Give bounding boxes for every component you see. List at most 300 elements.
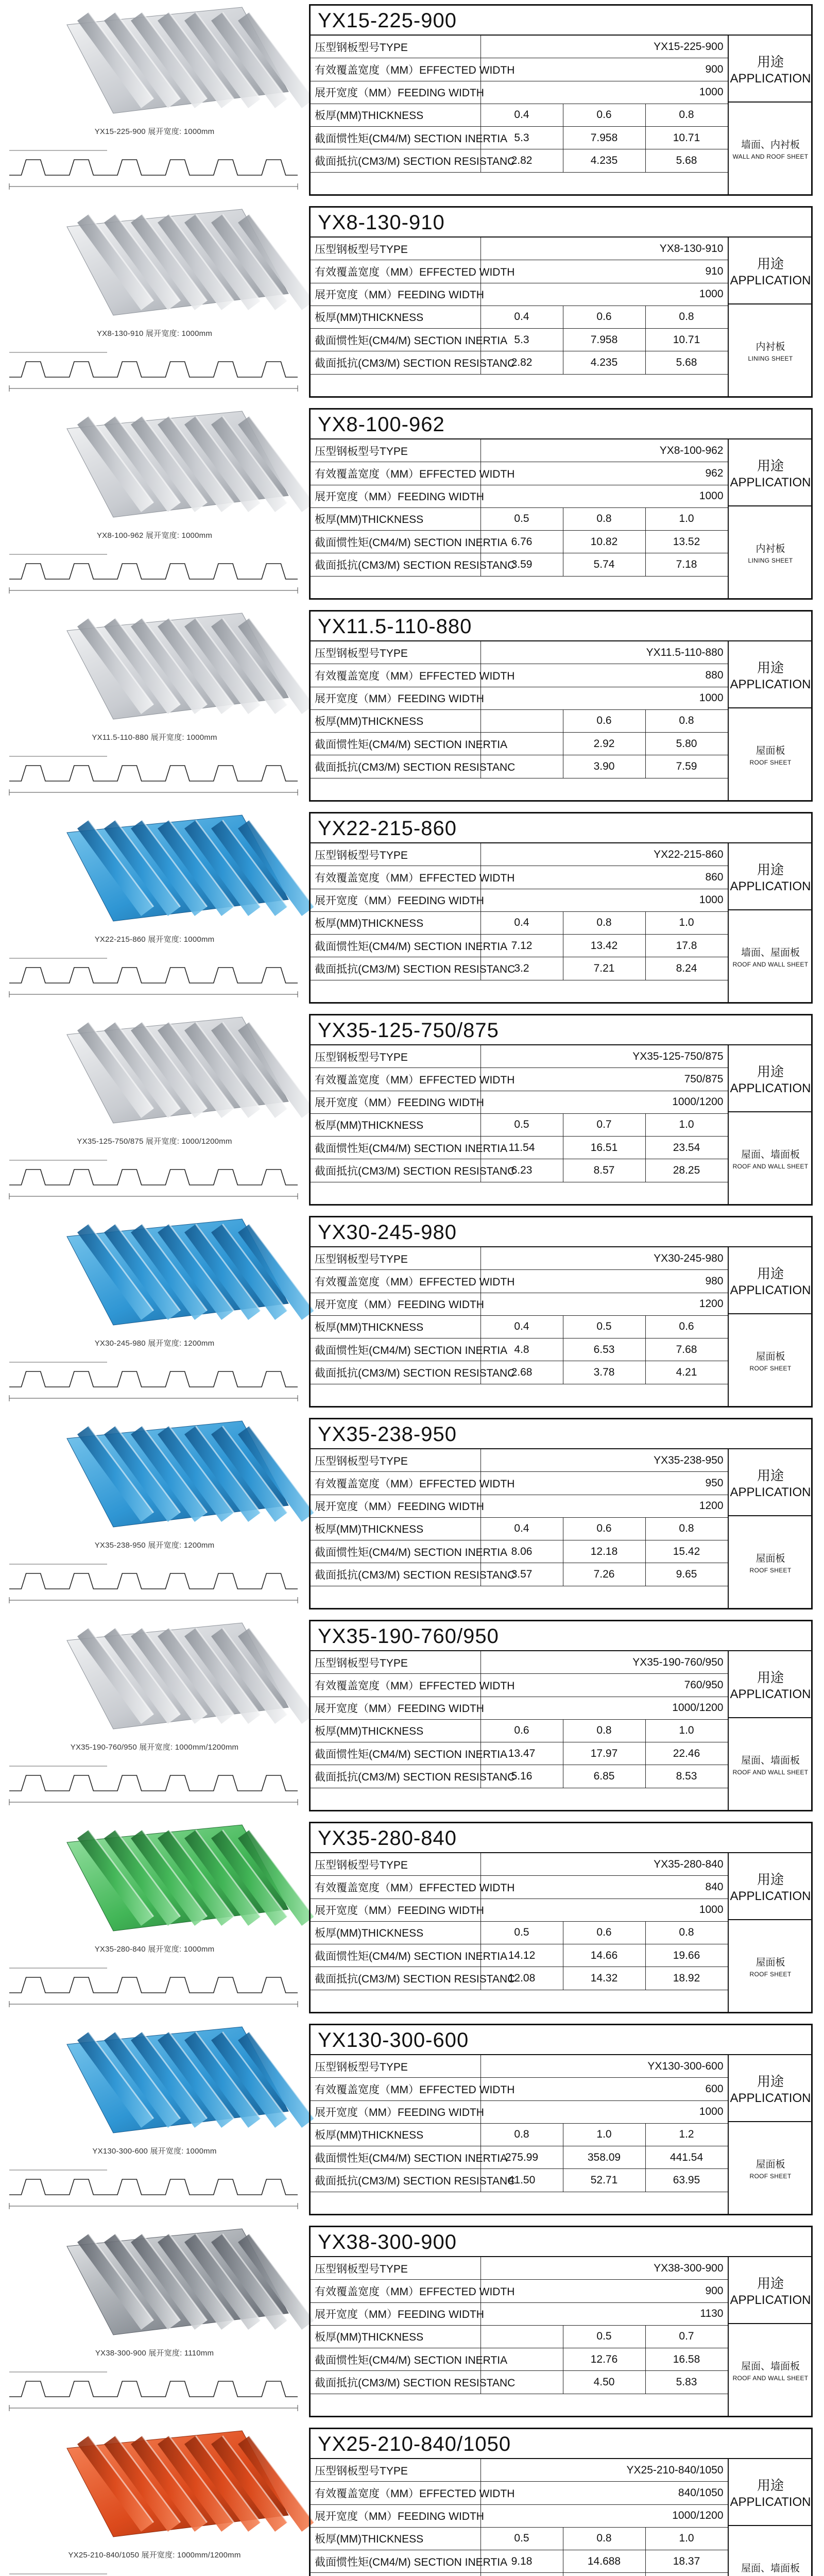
sheet-render xyxy=(0,1616,309,1739)
application-column xyxy=(728,843,812,1002)
value-effected: 962 xyxy=(480,462,728,485)
label-type: 压型钢板型号TYPE xyxy=(311,1449,480,1472)
value-thickness: 0.6 xyxy=(563,1921,645,1944)
sheet-caption: YX130-300-600 展开宽度: 1000mm xyxy=(92,2147,217,2156)
model-title: YX35-125-750/875 xyxy=(311,1015,811,1045)
value-inertia: 14.66 xyxy=(563,1944,645,1967)
value-thickness: 0.4 xyxy=(480,911,563,934)
application-label-zh: 用途 xyxy=(757,457,784,473)
value-resist: 6.23 xyxy=(480,1159,563,1182)
value-thickness: 0.8 xyxy=(563,1719,645,1742)
label-resist: 截面抵抗(CM3/M) SECTION RESISTANC xyxy=(311,1159,480,1182)
value-inertia: 13.47 xyxy=(480,1742,563,1765)
model-title: YX8-100-962 xyxy=(311,410,811,439)
value-type: YX35-190-760/950 xyxy=(480,1651,728,1674)
value-resist: 63.95 xyxy=(645,2169,728,2192)
product-row xyxy=(0,2424,824,2576)
application-value-zh: 墙面、屋面板 xyxy=(741,947,800,958)
application-column xyxy=(728,641,812,800)
application-label-en: APPLICATION xyxy=(730,2091,811,2105)
value-type: YX25-210-840/1050 xyxy=(480,2459,728,2482)
spec-filler xyxy=(311,980,728,1002)
label-effected: 有效覆盖宽度（MM）EFFECTED WIDTH xyxy=(311,1674,480,1697)
label-inertia: 截面惯性矩(CM4/M) SECTION INERTIA xyxy=(311,935,480,957)
spec-filler xyxy=(311,778,728,800)
label-type: 压型钢板型号TYPE xyxy=(311,1853,480,1876)
application-value-en: LINING SHEET xyxy=(748,354,793,362)
value-inertia: 22.46 xyxy=(645,1742,728,1765)
value-feeding: 1000 xyxy=(480,1899,728,1921)
spec-filler xyxy=(311,1182,728,1204)
sheet-caption: YX35-190-760/950 展开宽度: 1000mm/1200mm xyxy=(70,1743,239,1752)
value-resist: 28.25 xyxy=(645,1159,728,1182)
application-label-en: APPLICATION xyxy=(730,879,811,893)
profile-drawing xyxy=(4,341,305,398)
label-effected: 有效覆盖宽度（MM）EFFECTED WIDTH xyxy=(311,1876,480,1899)
value-effected: 860 xyxy=(480,866,728,889)
value-inertia: 2.92 xyxy=(563,733,645,755)
value-thickness: 0.8 xyxy=(645,104,728,126)
label-feeding: 展开宽度（MM）FEEDING WIDTH xyxy=(311,1091,480,1113)
application-value-en: WALL AND ROOF SHEET xyxy=(732,152,809,160)
application-label-zh: 用途 xyxy=(757,1467,784,1483)
label-resist: 截面抵抗(CM3/M) SECTION RESISTANC xyxy=(311,957,480,980)
value-resist xyxy=(645,2573,728,2576)
value-thickness: 1.0 xyxy=(563,2123,645,2146)
application-value-zh: 墙面、内衬板 xyxy=(741,139,800,150)
label-resist: 截面抵抗(CM3/M) SECTION RESISTANC xyxy=(311,2371,480,2394)
value-effected: 600 xyxy=(480,2078,728,2100)
product-row xyxy=(0,1818,824,2020)
label-effected: 有效覆盖宽度（MM）EFFECTED WIDTH xyxy=(311,462,480,485)
value-thickness: 0.6 xyxy=(563,709,645,732)
application-value-en: LINING SHEET xyxy=(748,556,793,564)
value-type: YX35-280-840 xyxy=(480,1853,728,1876)
application-label-en: APPLICATION xyxy=(730,1081,811,1095)
value-effected: 980 xyxy=(480,1270,728,1293)
value-resist: 9.65 xyxy=(645,1563,728,1586)
application-value-en: ROOF AND WALL SHEET xyxy=(732,2374,809,2382)
value-resist: 5.16 xyxy=(480,1765,563,1788)
label-inertia: 截面惯性矩(CM4/M) SECTION INERTIA xyxy=(311,1540,480,1563)
value-thickness: 0.4 xyxy=(480,1315,563,1338)
value-inertia: 13.52 xyxy=(645,531,728,553)
value-effected: 750/875 xyxy=(480,1068,728,1091)
application-value xyxy=(729,1718,812,1810)
label-thickness: 板厚(MM)THICKNESS xyxy=(311,306,480,328)
label-type: 压型钢板型号TYPE xyxy=(311,36,480,58)
application-value-zh: 内衬板 xyxy=(756,543,785,554)
spec-table xyxy=(309,610,813,802)
label-inertia: 截面惯性矩(CM4/M) SECTION INERTIA xyxy=(311,2550,480,2573)
value-thickness: 0.7 xyxy=(645,2325,728,2348)
application-value xyxy=(729,103,812,194)
sheet-render xyxy=(0,2222,309,2345)
value-resist: 3.78 xyxy=(563,1361,645,1384)
label-type: 压型钢板型号TYPE xyxy=(311,2055,480,2078)
value-inertia: 19.66 xyxy=(645,1944,728,1967)
spec-table xyxy=(309,1014,813,1206)
spec-grid xyxy=(311,1045,728,1204)
value-feeding: 1000/1200 xyxy=(480,1091,728,1113)
label-feeding: 展开宽度（MM）FEEDING WIDTH xyxy=(311,2302,480,2325)
spec-grid xyxy=(311,238,728,396)
value-resist: 3.2 xyxy=(480,957,563,980)
value-inertia: 6.53 xyxy=(563,1338,645,1361)
label-thickness: 板厚(MM)THICKNESS xyxy=(311,1921,480,1944)
application-column xyxy=(728,238,812,396)
sheet-caption: YX22-215-860 展开宽度: 1000mm xyxy=(94,935,215,944)
application-value-zh: 屋面、墙面板 xyxy=(741,1149,800,1160)
sheet-render xyxy=(0,1212,309,1335)
value-inertia: 5.3 xyxy=(480,329,563,351)
sheet-photo xyxy=(0,2424,309,2576)
value-inertia: 7.12 xyxy=(480,935,563,957)
application-label-zh: 用途 xyxy=(757,659,784,675)
product-row xyxy=(0,0,824,202)
application-column xyxy=(728,36,812,194)
value-thickness: 0.4 xyxy=(480,1517,563,1540)
application-label-zh: 用途 xyxy=(757,2477,784,2493)
value-inertia: 12.76 xyxy=(563,2348,645,2371)
product-row xyxy=(0,606,824,808)
value-thickness: 0.5 xyxy=(480,2527,563,2550)
application-value-en: ROOF AND WALL SHEET xyxy=(732,1162,809,1170)
spec-grid xyxy=(311,1651,728,1810)
value-feeding: 1000 xyxy=(480,81,728,104)
application-value-zh: 屋面、墙面板 xyxy=(741,1755,800,1766)
label-inertia: 截面惯性矩(CM4/M) SECTION INERTIA xyxy=(311,733,480,755)
label-resist: 截面抵抗(CM3/M) SECTION RESISTANC xyxy=(311,553,480,576)
label-thickness: 板厚(MM)THICKNESS xyxy=(311,2527,480,2550)
label-resist: 截面抵抗(CM3/M) SECTION RESISTANC xyxy=(311,1563,480,1586)
sheet-photo xyxy=(0,606,309,808)
spec-grid xyxy=(311,2055,728,2214)
application-value-zh: 屋面、墙面板 xyxy=(741,2563,800,2574)
model-title: YX35-280-840 xyxy=(311,1823,811,1853)
label-feeding: 展开宽度（MM）FEEDING WIDTH xyxy=(311,1697,480,1719)
value-resist: 5.83 xyxy=(645,2371,728,2394)
product-row xyxy=(0,404,824,606)
label-resist: 截面抵抗(CM3/M) SECTION RESISTANC xyxy=(311,755,480,778)
label-feeding: 展开宽度（MM）FEEDING WIDTH xyxy=(311,1899,480,1921)
value-resist xyxy=(563,2573,645,2576)
model-title: YX25-210-840/1050 xyxy=(311,2429,811,2459)
sheet-photo xyxy=(0,0,309,202)
profile-drawing xyxy=(4,2159,305,2215)
profile-drawing xyxy=(4,745,305,802)
label-effected: 有效覆盖宽度（MM）EFFECTED WIDTH xyxy=(311,2482,480,2504)
value-thickness: 0.6 xyxy=(645,1315,728,1338)
profile-drawing xyxy=(4,2563,305,2576)
value-inertia: 12.18 xyxy=(563,1540,645,1563)
application-header xyxy=(729,1045,812,1112)
application-column xyxy=(728,1449,812,1608)
label-feeding: 展开宽度（MM）FEEDING WIDTH xyxy=(311,1293,480,1315)
label-thickness: 板厚(MM)THICKNESS xyxy=(311,507,480,530)
value-inertia: 16.58 xyxy=(645,2348,728,2371)
value-inertia: 23.54 xyxy=(645,1137,728,1159)
value-resist: 3.59 xyxy=(480,553,563,576)
sheet-render xyxy=(0,808,309,931)
application-value xyxy=(729,2324,812,2416)
label-resist: 截面抵抗(CM3/M) SECTION RESISTANC xyxy=(311,1361,480,1384)
value-resist: 4.235 xyxy=(563,351,645,374)
spec-filler xyxy=(311,1788,728,1810)
application-value xyxy=(729,2122,812,2214)
value-resist: 8.57 xyxy=(563,1159,645,1182)
value-resist: 2.82 xyxy=(480,351,563,374)
profile-drawing xyxy=(4,1957,305,2013)
value-inertia: 16.51 xyxy=(563,1137,645,1159)
model-title: YX8-130-910 xyxy=(311,208,811,238)
value-resist: 18.92 xyxy=(645,1967,728,1990)
profile-drawing xyxy=(4,1351,305,1408)
value-type: YX22-215-860 xyxy=(480,843,728,866)
application-label-zh: 用途 xyxy=(757,2275,784,2291)
label-effected: 有效覆盖宽度（MM）EFFECTED WIDTH xyxy=(311,866,480,889)
application-label-en: APPLICATION xyxy=(730,273,811,287)
label-effected: 有效覆盖宽度（MM）EFFECTED WIDTH xyxy=(311,664,480,687)
application-value xyxy=(729,708,812,800)
application-header xyxy=(729,843,812,910)
spec-table xyxy=(309,1620,813,1811)
label-inertia: 截面惯性矩(CM4/M) SECTION INERTIA xyxy=(311,127,480,149)
label-thickness: 板厚(MM)THICKNESS xyxy=(311,2123,480,2146)
value-inertia: 17.8 xyxy=(645,935,728,957)
value-resist: 8.53 xyxy=(645,1765,728,1788)
value-feeding: 1200 xyxy=(480,1495,728,1517)
sheet-photo xyxy=(0,2020,309,2222)
application-value-zh: 屋面板 xyxy=(756,1351,785,1362)
value-type: YX35-238-950 xyxy=(480,1449,728,1472)
spec-grid xyxy=(311,2257,728,2416)
value-inertia: 15.42 xyxy=(645,1540,728,1563)
label-feeding: 展开宽度（MM）FEEDING WIDTH xyxy=(311,687,480,709)
application-column xyxy=(728,2257,812,2416)
label-type: 压型钢板型号TYPE xyxy=(311,238,480,260)
value-thickness: 0.8 xyxy=(563,2527,645,2550)
application-value xyxy=(729,2526,812,2576)
value-resist: 7.21 xyxy=(563,957,645,980)
label-inertia: 截面惯性矩(CM4/M) SECTION INERTIA xyxy=(311,1742,480,1765)
label-type: 压型钢板型号TYPE xyxy=(311,2459,480,2482)
application-column xyxy=(728,1853,812,2012)
value-type: YX130-300-600 xyxy=(480,2055,728,2078)
application-label-zh: 用途 xyxy=(757,861,784,877)
sheet-caption: YX38-300-900 展开宽度: 1110mm xyxy=(95,2349,214,2358)
spec-table xyxy=(309,4,813,196)
value-resist: 5.68 xyxy=(645,149,728,172)
spec-filler xyxy=(311,2394,728,2416)
application-label-en: APPLICATION xyxy=(730,71,811,86)
profile-drawing xyxy=(4,1149,305,1206)
value-effected: 910 xyxy=(480,260,728,283)
spec-table xyxy=(309,2428,813,2576)
model-title: YX35-238-950 xyxy=(311,1419,811,1449)
value-thickness xyxy=(480,2325,563,2348)
sheet-caption: YX35-125-750/875 展开宽度: 1000/1200mm xyxy=(77,1137,232,1146)
label-inertia: 截面惯性矩(CM4/M) SECTION INERTIA xyxy=(311,531,480,553)
value-thickness: 0.5 xyxy=(563,1315,645,1338)
product-row xyxy=(0,1616,824,1818)
value-thickness: 1.0 xyxy=(645,1113,728,1136)
spec-filler xyxy=(311,1990,728,2012)
application-value xyxy=(729,304,812,396)
value-inertia: 7.958 xyxy=(563,329,645,351)
value-resist: 14.32 xyxy=(563,1967,645,1990)
value-resist: 3.57 xyxy=(480,1563,563,1586)
application-header xyxy=(729,1651,812,1718)
application-value xyxy=(729,506,812,598)
label-feeding: 展开宽度（MM）FEEDING WIDTH xyxy=(311,81,480,104)
sheet-caption: YX11.5-110-880 展开宽度: 1000mm xyxy=(92,733,217,742)
application-label-en: APPLICATION xyxy=(730,1687,811,1701)
label-effected: 有效覆盖宽度（MM）EFFECTED WIDTH xyxy=(311,1472,480,1495)
value-thickness: 0.5 xyxy=(480,507,563,530)
label-type: 压型钢板型号TYPE xyxy=(311,1247,480,1270)
product-row xyxy=(0,1414,824,1616)
value-effected: 950 xyxy=(480,1472,728,1495)
value-inertia: 441.54 xyxy=(645,2146,728,2169)
value-thickness: 0.6 xyxy=(563,104,645,126)
value-feeding: 1000 xyxy=(480,889,728,911)
value-thickness: 0.6 xyxy=(563,306,645,328)
label-resist: 截面抵抗(CM3/M) SECTION RESISTANC xyxy=(311,149,480,172)
value-thickness: 1.0 xyxy=(645,1719,728,1742)
spec-grid xyxy=(311,1853,728,2012)
sheet-render xyxy=(0,0,309,124)
application-header xyxy=(729,2257,812,2324)
application-label-en: APPLICATION xyxy=(730,1889,811,1903)
profile-drawing xyxy=(4,543,305,600)
value-inertia: 11.54 xyxy=(480,1137,563,1159)
application-label-en: APPLICATION xyxy=(730,2293,811,2307)
application-column xyxy=(728,1247,812,1406)
value-effected: 760/950 xyxy=(480,1674,728,1697)
value-inertia: 5.80 xyxy=(645,733,728,755)
sheet-photo xyxy=(0,1616,309,1818)
value-thickness: 0.6 xyxy=(563,1517,645,1540)
value-inertia: 8.06 xyxy=(480,1540,563,1563)
value-resist: 5.74 xyxy=(563,553,645,576)
sheet-caption: YX8-100-962 展开宽度: 1000mm xyxy=(96,531,213,540)
spec-table xyxy=(309,2226,813,2417)
application-header xyxy=(729,1449,812,1516)
profile-drawing xyxy=(4,1553,305,1609)
profile-drawing xyxy=(4,2361,305,2417)
application-label-zh: 用途 xyxy=(757,256,784,272)
label-feeding: 展开宽度（MM）FEEDING WIDTH xyxy=(311,1495,480,1517)
spec-grid xyxy=(311,843,728,1002)
spec-table xyxy=(309,1216,813,1408)
value-thickness: 0.8 xyxy=(563,507,645,530)
application-column xyxy=(728,1045,812,1204)
sheet-caption: YX35-238-950 展开宽度: 1200mm xyxy=(94,1541,215,1550)
spec-table xyxy=(309,2024,813,2215)
sheet-caption: YX25-210-840/1050 展开宽度: 1000mm/1200mm xyxy=(68,2551,241,2560)
label-inertia: 截面惯性矩(CM4/M) SECTION INERTIA xyxy=(311,2146,480,2169)
application-label-zh: 用途 xyxy=(757,54,784,70)
value-thickness: 0.4 xyxy=(480,306,563,328)
value-effected: 880 xyxy=(480,664,728,687)
profile-drawing xyxy=(4,1755,305,1811)
label-type: 压型钢板型号TYPE xyxy=(311,2257,480,2280)
spec-filler xyxy=(311,576,728,598)
application-label-en: APPLICATION xyxy=(730,1283,811,1297)
value-thickness: 0.8 xyxy=(645,306,728,328)
sheet-render xyxy=(0,606,309,730)
label-type: 压型钢板型号TYPE xyxy=(311,439,480,462)
value-thickness: 0.8 xyxy=(645,709,728,732)
model-title: YX15-225-900 xyxy=(311,6,811,36)
label-feeding: 展开宽度（MM）FEEDING WIDTH xyxy=(311,485,480,507)
product-row xyxy=(0,2222,824,2424)
application-value-en: ROOF SHEET xyxy=(749,758,792,766)
sheet-photo xyxy=(0,2222,309,2424)
value-inertia: 18.37 xyxy=(645,2550,728,2573)
label-effected: 有效覆盖宽度（MM）EFFECTED WIDTH xyxy=(311,1068,480,1091)
value-thickness: 0.7 xyxy=(563,1113,645,1136)
value-resist: 7.18 xyxy=(645,553,728,576)
value-thickness: 0.8 xyxy=(480,2123,563,2146)
application-column xyxy=(728,1651,812,1810)
value-thickness: 0.5 xyxy=(563,2325,645,2348)
value-resist: 5.68 xyxy=(645,351,728,374)
product-row xyxy=(0,808,824,1010)
value-thickness: 0.8 xyxy=(563,911,645,934)
value-resist: 3.90 xyxy=(563,755,645,778)
label-effected: 有效覆盖宽度（MM）EFFECTED WIDTH xyxy=(311,260,480,283)
value-feeding: 1200 xyxy=(480,1293,728,1315)
label-type: 压型钢板型号TYPE xyxy=(311,1651,480,1674)
product-row xyxy=(0,2020,824,2222)
label-feeding: 展开宽度（MM）FEEDING WIDTH xyxy=(311,2504,480,2527)
application-value xyxy=(729,1314,812,1406)
value-type: YX11.5-110-880 xyxy=(480,641,728,664)
value-resist: 7.26 xyxy=(563,1563,645,1586)
sheet-caption: YX30-245-980 展开宽度: 1200mm xyxy=(94,1339,215,1348)
application-value-zh: 屋面板 xyxy=(756,1957,785,1968)
sheet-render xyxy=(0,202,309,326)
value-type: YX8-100-962 xyxy=(480,439,728,462)
value-feeding: 1000 xyxy=(480,2100,728,2123)
label-effected: 有效覆盖宽度（MM）EFFECTED WIDTH xyxy=(311,2078,480,2100)
spec-filler xyxy=(311,1586,728,1608)
spec-filler xyxy=(311,374,728,396)
value-type: YX8-130-910 xyxy=(480,238,728,260)
value-thickness: 1.0 xyxy=(645,2527,728,2550)
value-type: YX38-300-900 xyxy=(480,2257,728,2280)
profile-drawing xyxy=(4,947,305,1004)
model-title: YX11.5-110-880 xyxy=(311,612,811,641)
application-header xyxy=(729,2055,812,2122)
value-resist: 12.08 xyxy=(480,1967,563,1990)
model-title: YX30-245-980 xyxy=(311,1217,811,1247)
application-header xyxy=(729,238,812,304)
value-inertia: 7.68 xyxy=(645,1338,728,1361)
value-resist: 4.50 xyxy=(563,2371,645,2394)
application-value xyxy=(729,1112,812,1204)
value-thickness xyxy=(480,709,563,732)
spec-grid xyxy=(311,1247,728,1406)
spec-filler xyxy=(311,2192,728,2214)
label-inertia: 截面惯性矩(CM4/M) SECTION INERTIA xyxy=(311,1338,480,1361)
application-value xyxy=(729,1516,812,1608)
value-resist: 7.59 xyxy=(645,755,728,778)
value-effected: 840/1050 xyxy=(480,2482,728,2504)
value-resist: 52.71 xyxy=(563,2169,645,2192)
